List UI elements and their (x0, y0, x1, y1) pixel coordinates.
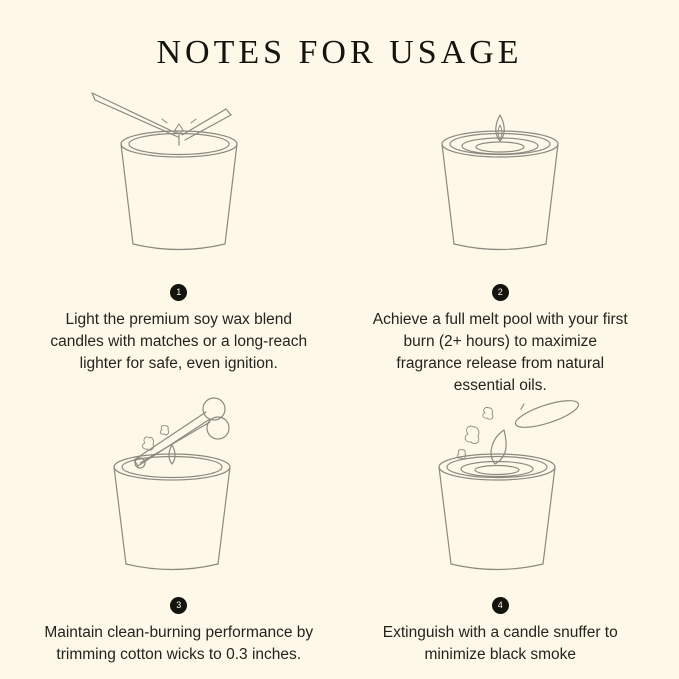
step-4-illustration (356, 397, 646, 587)
step-card-3 (18, 397, 340, 666)
step-caption: Light the premium soy wax blend candles with matches or a long-reach lighter for safe, even ignition. (50, 311, 308, 372)
step-caption: Extinguish with a candle snuffer to minimize black smoke (382, 624, 618, 663)
step-caption: Achieve a full melt pool with your first burn (2+ hours) to maximize fragrance release from natural essential oils. (372, 311, 628, 394)
step-caption: Maintain clean-burning performance by trimming cotton wicks to 0.3 inches. (44, 624, 314, 663)
step-1-illustration (34, 84, 324, 274)
page-title: NOTES FOR USAGE (156, 34, 523, 71)
step-2-illustration (356, 84, 646, 274)
step-3-illustration (34, 397, 324, 587)
steps-grid (0, 72, 679, 663)
step-number-badge: 2 (492, 284, 509, 301)
step-number-badge: 1 (170, 284, 187, 301)
step-card-2 (340, 84, 662, 397)
step-card-1 (18, 84, 340, 397)
step-number-badge: 4 (492, 597, 509, 614)
step-card-4 (340, 397, 662, 666)
step-number-badge: 3 (170, 597, 187, 614)
